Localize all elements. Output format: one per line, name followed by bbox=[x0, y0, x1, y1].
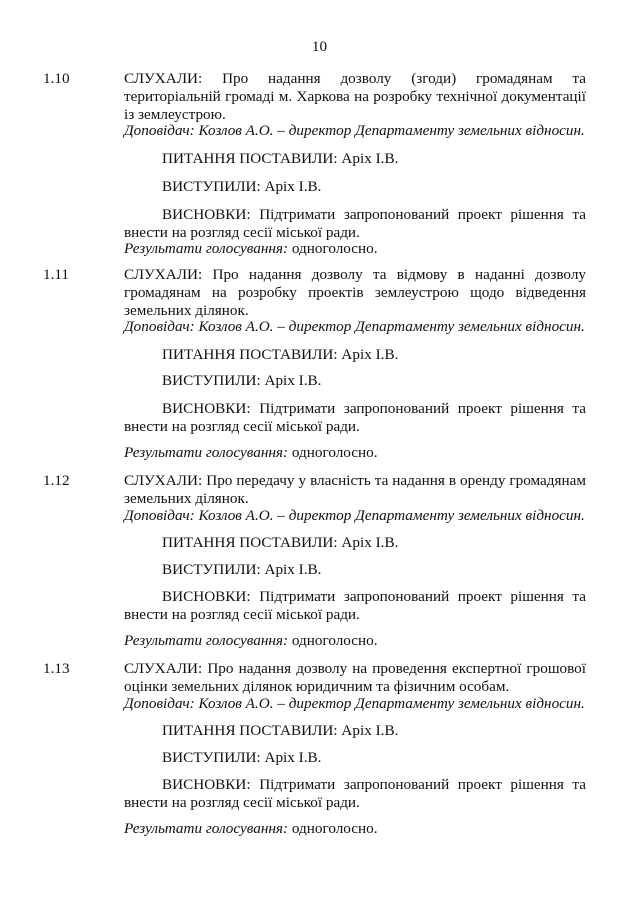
questions-label: ПИТАННЯ ПОСТАВИЛИ: bbox=[162, 346, 338, 363]
speaker-text: Козлов А.О. – директор Департаменту земельних відносин. bbox=[198, 318, 585, 335]
speaker-label: Доповідач: bbox=[124, 695, 195, 712]
conclusions-paragraph bbox=[124, 206, 586, 242]
conclusions-label: ВИСНОВКИ: bbox=[162, 588, 251, 605]
item-number: 1.13 bbox=[43, 660, 70, 677]
item-number: 1.11 bbox=[43, 266, 70, 283]
vote-label: Результати голосування: bbox=[124, 444, 289, 461]
heard-paragraph bbox=[124, 266, 586, 320]
page-number: 10 bbox=[311, 38, 328, 55]
conclusions-label: ВИСНОВКИ: bbox=[162, 206, 251, 223]
vote-label: Результати голосування: bbox=[124, 820, 289, 837]
questions-label: ПИТАННЯ ПОСТАВИЛИ: bbox=[162, 150, 338, 167]
heard-label: СЛУХАЛИ: bbox=[124, 70, 203, 87]
heard-paragraph bbox=[124, 472, 586, 508]
spoke-label: ВИСТУПИЛИ: bbox=[162, 372, 261, 389]
questions-label: ПИТАННЯ ПОСТАВИЛИ: bbox=[162, 722, 338, 739]
conclusions-paragraph bbox=[124, 776, 586, 812]
speaker-text: Козлов А.О. – директор Департаменту земельних відносин. bbox=[198, 507, 585, 524]
heard-text: Про передачу у власність та надання в оренду громадянам земельних ділянок. bbox=[124, 472, 586, 507]
speaker-label: Доповідач: bbox=[124, 507, 195, 524]
questions-text: Аріх І.В. bbox=[341, 150, 399, 167]
speaker-line bbox=[124, 318, 586, 336]
vote-line bbox=[124, 240, 586, 258]
heard-text: Про надання дозволу (згоди) громадянам та територіальній громаді м. Харкова на розробку технічної документації із землеустрою. bbox=[124, 70, 586, 123]
heard-label: СЛУХАЛИ: bbox=[124, 660, 203, 677]
speaker-line bbox=[124, 507, 586, 525]
heard-text: Про надання дозволу та відмову в наданні дозволу громадянам на розробку проектів землеустрою щодо відведення земельних ділянок. bbox=[124, 266, 586, 319]
questions-line bbox=[124, 534, 586, 552]
speaker-line bbox=[124, 122, 586, 140]
questions-text: Аріх І.В. bbox=[341, 534, 399, 551]
spoke-text: Аріх І.В. bbox=[264, 372, 322, 389]
conclusions-text: Підтримати запропонований проект рішення та внести на розгляд сесії міської ради. bbox=[124, 206, 586, 241]
spoke-text: Аріх І.В. bbox=[264, 561, 322, 578]
vote-text: одноголосно. bbox=[291, 240, 378, 257]
speaker-text: Козлов А.О. – директор Департаменту земельних відносин. bbox=[198, 122, 585, 139]
heard-label: СЛУХАЛИ: bbox=[124, 266, 203, 283]
spoke-line bbox=[124, 178, 586, 196]
heard-paragraph bbox=[124, 70, 586, 124]
conclusions-paragraph bbox=[124, 588, 586, 624]
item-number: 1.10 bbox=[43, 70, 70, 87]
questions-line bbox=[124, 722, 586, 740]
spoke-label: ВИСТУПИЛИ: bbox=[162, 749, 261, 766]
spoke-line bbox=[124, 561, 586, 579]
vote-text: одноголосно. bbox=[291, 632, 378, 649]
speaker-label: Доповідач: bbox=[124, 318, 195, 335]
vote-text: одноголосно. bbox=[291, 820, 378, 837]
conclusions-text: Підтримати запропонований проект рішення та внести на розгляд сесії міської ради. bbox=[124, 400, 586, 435]
vote-label: Результати голосування: bbox=[124, 240, 289, 257]
heard-paragraph bbox=[124, 660, 586, 696]
questions-line bbox=[124, 346, 586, 364]
vote-line bbox=[124, 632, 586, 650]
heard-label: СЛУХАЛИ: bbox=[124, 472, 203, 489]
spoke-line bbox=[124, 749, 586, 767]
questions-text: Аріх І.В. bbox=[341, 722, 399, 739]
questions-label: ПИТАННЯ ПОСТАВИЛИ: bbox=[162, 534, 338, 551]
questions-line bbox=[124, 150, 586, 168]
questions-text: Аріх І.В. bbox=[341, 346, 399, 363]
conclusions-label: ВИСНОВКИ: bbox=[162, 776, 251, 793]
conclusions-label: ВИСНОВКИ: bbox=[162, 400, 251, 417]
vote-line bbox=[124, 444, 586, 462]
vote-text: одноголосно. bbox=[291, 444, 378, 461]
speaker-text: Козлов А.О. – директор Департаменту земельних відносин. bbox=[198, 695, 585, 712]
conclusions-text: Підтримати запропонований проект рішення та внести на розгляд сесії міської ради. bbox=[124, 776, 586, 811]
speaker-label: Доповідач: bbox=[124, 122, 195, 139]
spoke-text: Аріх І.В. bbox=[264, 749, 322, 766]
vote-label: Результати голосування: bbox=[124, 632, 289, 649]
spoke-label: ВИСТУПИЛИ: bbox=[162, 178, 261, 195]
item-number: 1.12 bbox=[43, 472, 70, 489]
speaker-line bbox=[124, 695, 586, 713]
conclusions-paragraph bbox=[124, 400, 586, 436]
heard-text: Про надання дозволу на проведення експертної грошової оцінки земельних ділянок юридичним та фізичним особам. bbox=[124, 660, 586, 695]
spoke-text: Аріх І.В. bbox=[264, 178, 322, 195]
spoke-label: ВИСТУПИЛИ: bbox=[162, 561, 261, 578]
vote-line bbox=[124, 820, 586, 838]
spoke-line bbox=[124, 372, 586, 390]
conclusions-text: Підтримати запропонований проект рішення та внести на розгляд сесії міської ради. bbox=[124, 588, 586, 623]
